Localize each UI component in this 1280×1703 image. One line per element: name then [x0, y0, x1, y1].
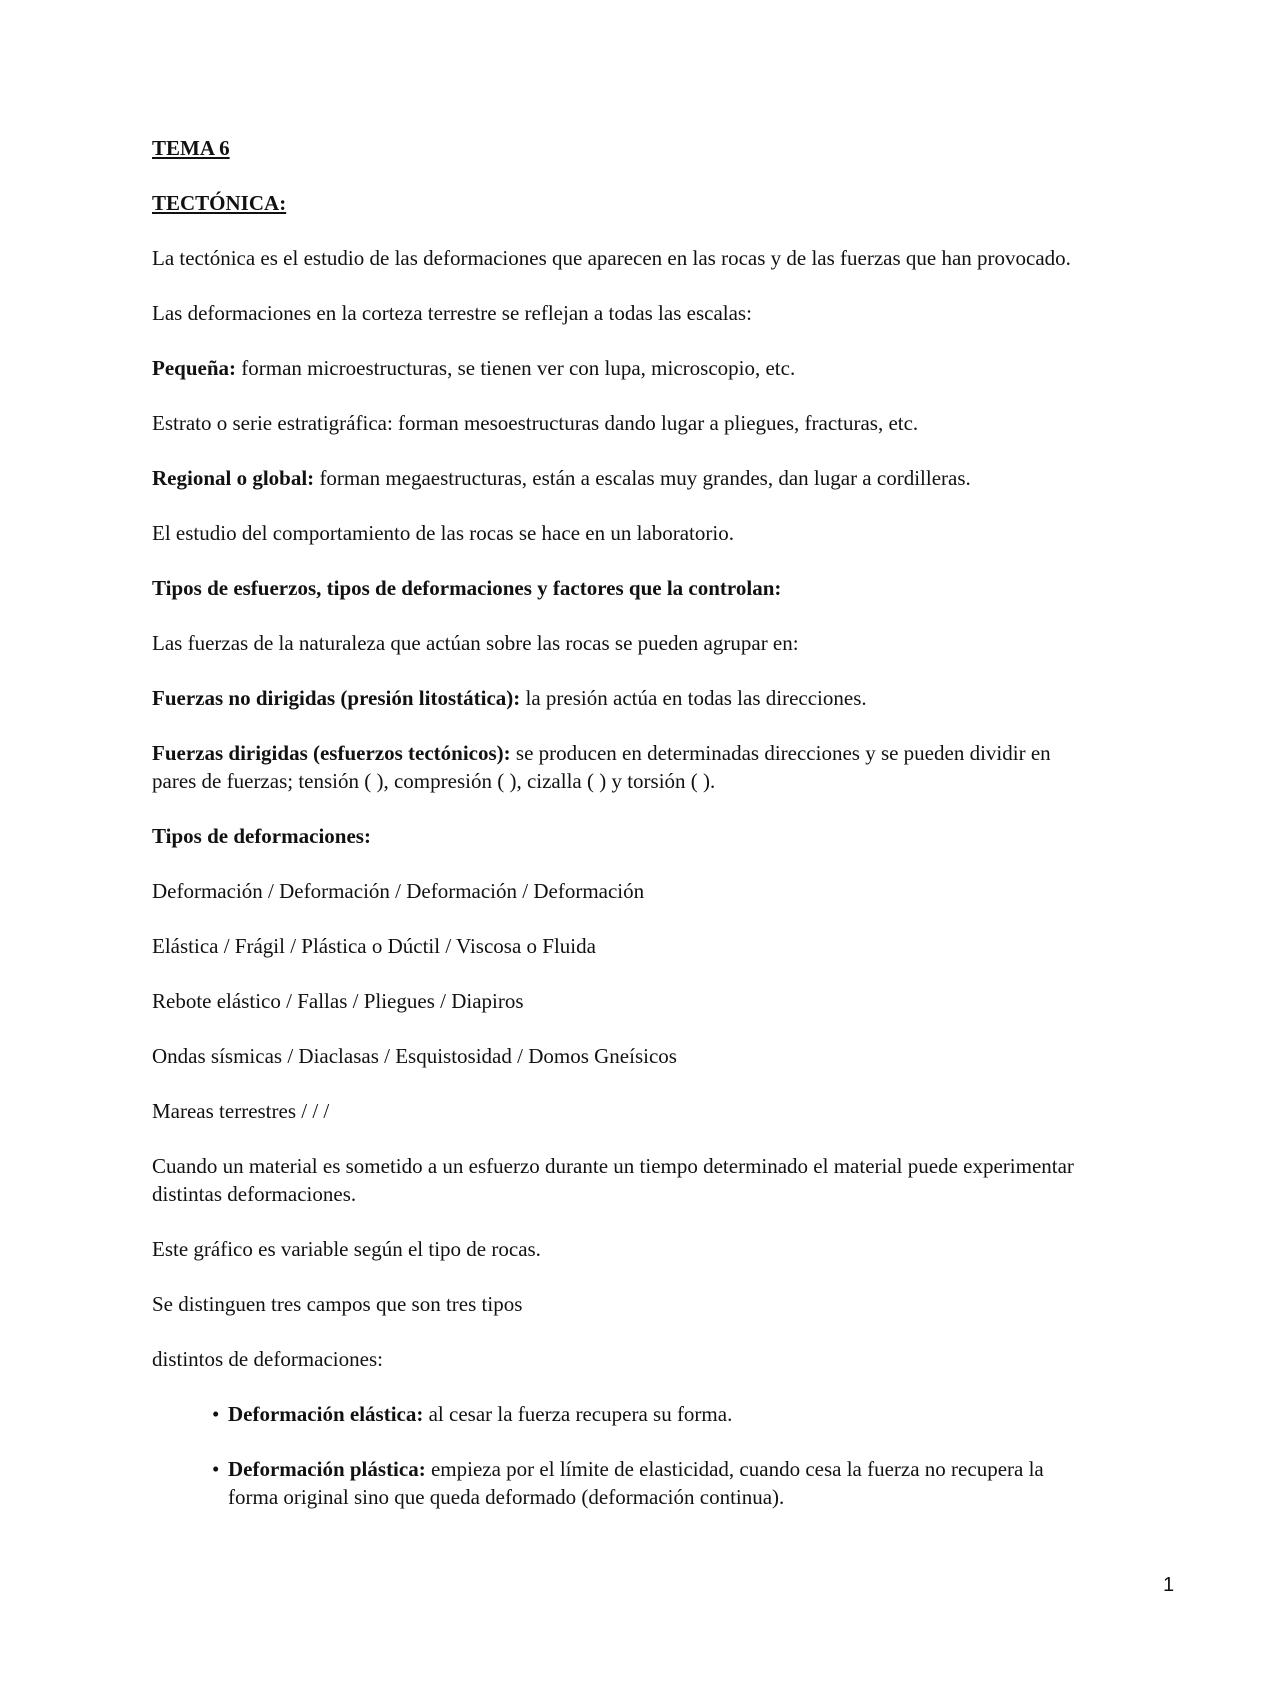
paragraph-material-stress: Cuando un material es sometido a un esfuerzo durante un tiempo determinado el material puede experimentar	[152, 1154, 1074, 1178]
regional-scale-text: forman megaestructuras, están a escalas muy grandes, dan lugar a cordilleras.	[314, 466, 971, 490]
small-scale-label: Pequeña:	[152, 356, 236, 380]
bullet-icon: •	[212, 1457, 220, 1481]
deformation-row: Elástica / Frágil / Plástica o Dúctil / Viscosa o Fluida	[152, 934, 596, 958]
small-scale-text: forman microestructuras, se tienen ver con lupa, microscopio, etc.	[236, 356, 796, 380]
bullet-icon: •	[212, 1402, 220, 1426]
plastic-deformation-label: Deformación plástica:	[228, 1457, 426, 1481]
section-heading-tectonica: TECTÓNICA:	[152, 191, 287, 215]
paragraph-stratum-scale: Estrato o serie estratigráfica: forman mesoestructuras dando lugar a pliegues, fracturas, etc.	[152, 411, 919, 435]
document-title: TEMA 6	[152, 136, 230, 160]
paragraph-definition: La tectónica es el estudio de las deformaciones que aparecen en las rocas y de las fuerzas que han provocado.	[152, 246, 1071, 270]
undirected-forces-label: Fuerzas no dirigidas (presión litostática):	[152, 686, 521, 710]
paragraph-scales-intro: Las deformaciones en la corteza terrestre se reflejan a todas las escalas:	[152, 301, 752, 325]
deformation-row: Deformación / Deformación / Deformación / Deformación	[152, 879, 645, 903]
paragraph-three-fields-cont: distintos de deformaciones:	[152, 1347, 383, 1371]
deformation-row: Mareas terrestres / / /	[152, 1099, 330, 1123]
paragraph-directed-forces-line2: pares de fuerzas; tensión ( ), compresión ( ), cizalla ( ) y torsión ( ).	[152, 769, 716, 793]
plastic-deformation-text: empieza por el límite de elasticidad, cuando cesa la fuerza no recupera la	[425, 1457, 1044, 1481]
regional-scale-label: Regional o global:	[152, 466, 315, 490]
paragraph-directed-forces	[152, 739, 1051, 767]
list-item	[212, 1455, 1044, 1483]
paragraph-three-fields: Se distinguen tres campos que son tres tipos	[152, 1292, 523, 1316]
page-number: 1	[1163, 1574, 1175, 1596]
deformation-types-heading-text: Tipos de deformaciones:	[152, 824, 371, 848]
directed-forces-text: se producen en determinadas direcciones y se pueden dividir en	[510, 741, 1051, 765]
paragraph-forces-intro: Las fuerzas de la naturaleza que actúan sobre las rocas se pueden agrupar en:	[152, 631, 799, 655]
elastic-deformation-label: Deformación elástica:	[228, 1402, 424, 1426]
paragraph-undirected-forces	[152, 684, 867, 712]
deformation-row: Ondas sísmicas / Diaclasas / Esquistosidad / Domos Gneísicos	[152, 1044, 677, 1068]
paragraph-material-stress-line2: distintas deformaciones.	[152, 1182, 357, 1206]
paragraph-regional-scale	[152, 464, 971, 492]
undirected-forces-text: la presión actúa en todas las direcciones.	[520, 686, 867, 710]
stress-types-heading-text: Tipos de esfuerzos, tipos de deformaciones y factores que la controlan:	[152, 576, 782, 600]
list-item	[212, 1400, 732, 1428]
paragraph-small-scale	[152, 354, 795, 382]
plastic-deformation-line2: forma original sino que queda deformado (deformación continua).	[228, 1485, 785, 1509]
directed-forces-label: Fuerzas dirigidas (esfuerzos tectónicos):	[152, 741, 511, 765]
paragraph-graph-variable: Este gráfico es variable según el tipo de rocas.	[152, 1237, 541, 1261]
elastic-deformation-text: al cesar la fuerza recupera su forma.	[423, 1402, 733, 1426]
deformation-row: Rebote elástico / Fallas / Pliegues / Diapiros	[152, 989, 524, 1013]
paragraph-laboratory: El estudio del comportamiento de las rocas se hace en un laboratorio.	[152, 521, 734, 545]
section-heading-stress-types	[152, 574, 781, 602]
section-heading-deformation-types	[152, 822, 371, 850]
